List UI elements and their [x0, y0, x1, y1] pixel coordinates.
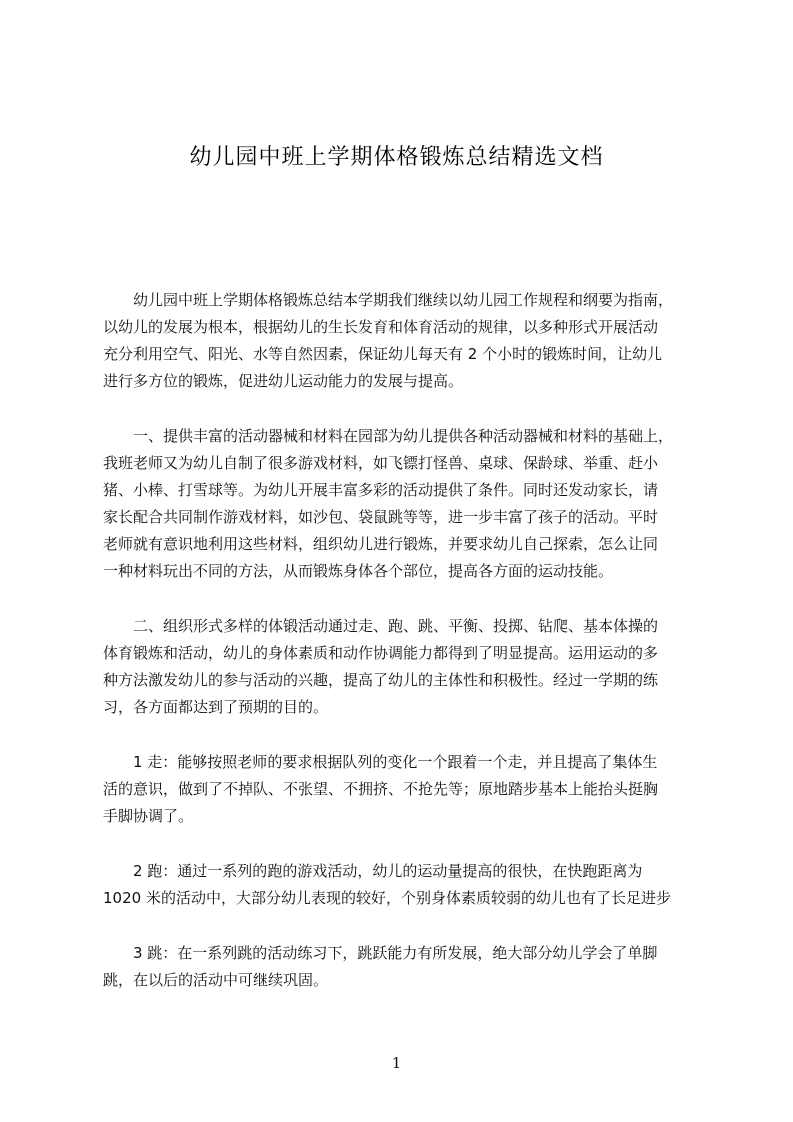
paragraph-section-1	[103, 423, 697, 585]
text-line: 幼儿园中班上学期体格锻炼总结本学期我们继续以幼儿园工作规程和纲要为指南，	[103, 291, 674, 309]
text-line: 跳，在以后的活动中可继续巩固。	[103, 971, 329, 989]
text-line: 充分利用空气、阳光、水等自然因素，保证幼儿每天有 2 个小时的锻炼时间，让幼儿	[103, 345, 663, 363]
paragraph-jump	[103, 940, 697, 994]
text-line: 种方法激发幼儿的参与活动的兴趣，提高了幼儿的主体性和积极性。经过一学期的练	[103, 671, 659, 689]
text-line: 一、提供丰富的活动器械和材料在园部为幼儿提供各种活动器械和材料的基础上，	[103, 427, 674, 445]
text-line: 一种材料玩出不同的方法，从而锻炼身体各个部位，提高各方面的运动技能。	[103, 562, 614, 580]
text-line: 活的意识，做到了不掉队、不张望、不拥挤、不抢先等；原地踏步基本上能抬头挺胸	[103, 780, 659, 798]
page-number: 1	[391, 1054, 402, 1072]
text-line: 我班老师又为幼儿自制了很多游戏材料，如飞镖打怪兽、桌球、保龄球、举重、赶小	[103, 454, 659, 472]
paragraph-intro	[103, 287, 697, 395]
document-title: 幼儿园中班上学期体格锻炼总结精选文档	[189, 145, 604, 170]
text-line: 猪、小棒、打雪球等。为幼儿开展丰富多彩的活动提供了条件。同时还发动家长，请	[103, 481, 659, 499]
paragraph-run	[103, 858, 697, 912]
text-line: 3 跳：在一系列跳的活动练习下，跳跃能力有所发展，绝大部分幼儿学会了单脚	[103, 944, 658, 962]
text-line: 习，各方面都达到了预期的目的。	[103, 698, 329, 716]
text-line: 1 走：能够按照老师的要求根据队列的变化一个跟着一个走，并且提高了集体生	[103, 753, 658, 771]
text-line: 二、组织形式多样的体锻活动通过走、跑、跳、平衡、投掷、钻爬、基本体操的	[103, 617, 659, 635]
paragraph-walk	[103, 749, 697, 830]
text-line: 以幼儿的发展为根本，根据幼儿的生长发育和体育活动的规律，以多种形式开展活动	[103, 318, 659, 336]
text-line: 体育锻炼和活动，幼儿的身体素质和动作协调能力都得到了明显提高。运用运动的多	[103, 644, 659, 662]
document-body	[103, 287, 697, 1022]
text-line: 进行多方位的锻炼，促进幼儿运动能力的发展与提高。	[103, 372, 464, 390]
text-line: 2 跑：通过一系列的跑的游戏活动，幼儿的运动量提高的很快，在快跑距离为	[103, 862, 643, 880]
text-line: 手脚协调了。	[103, 807, 194, 825]
text-line: 1020 米的活动中，大部分幼儿表现的较好，个别身体素质较弱的幼儿也有了长足进步	[103, 889, 671, 907]
paragraph-section-2	[103, 613, 697, 721]
text-line: 老师就有意识地利用这些材料，组织幼儿进行锻炼，并要求幼儿自己探索，怎么让同	[103, 535, 659, 553]
text-line: 家长配合共同制作游戏材料，如沙包、袋鼠跳等等，进一步丰富了孩子的活动。平时	[103, 508, 659, 526]
